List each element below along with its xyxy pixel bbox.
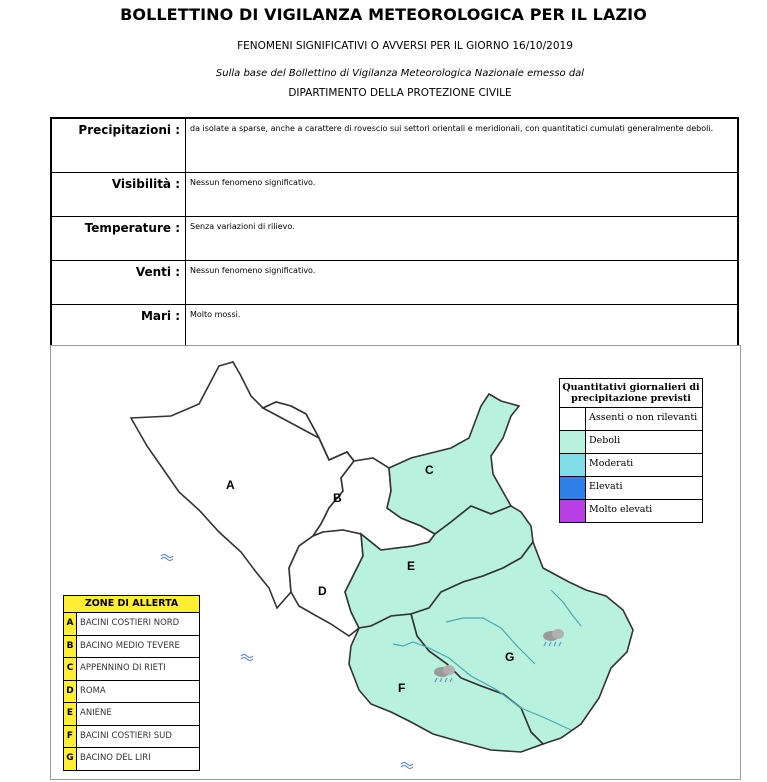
phenomena-row-precipitazioni: [51, 118, 738, 173]
zone-row: [64, 636, 199, 659]
zone-label-g: G: [505, 650, 515, 664]
legend-item: [560, 430, 702, 453]
legend-item: [560, 453, 702, 476]
legend-swatch: [560, 431, 586, 453]
phenomena-label: Mari :: [51, 305, 186, 350]
wave-icon: [401, 763, 413, 769]
precipitation-legend: [559, 378, 703, 523]
zone-name: ROMA: [80, 685, 106, 696]
zone-row: [64, 726, 199, 749]
zone-name: BACINI COSTIERI SUD: [80, 730, 172, 741]
alert-zones-table: [63, 595, 200, 771]
legend-swatch: [560, 500, 586, 522]
zone-label-b: B: [333, 491, 342, 505]
phenomena-row-mari: [51, 305, 738, 350]
phenomena-label: Temperature :: [51, 217, 186, 261]
zone-label-a: A: [226, 478, 235, 492]
zone-row: [64, 681, 199, 704]
legend-item: [560, 499, 702, 522]
legend-item: [560, 476, 702, 499]
zone-name: ANIENE: [80, 708, 112, 718]
zone-letter: G: [64, 748, 77, 770]
legend-label: Elevati: [589, 481, 623, 492]
phenomena-row-visibilita: [51, 173, 738, 217]
wave-icon: [161, 555, 173, 561]
bulletin-subtitle: FENOMENI SIGNIFICATIVI O AVVERSI PER IL GIORNO 16/10/2019: [237, 40, 573, 52]
zone-name: APPENNINO DI RIETI: [80, 663, 166, 673]
zone-label-e: E: [407, 559, 416, 573]
phenomena-table: [50, 117, 739, 350]
phenomena-text: Nessun fenomeno significativo.: [186, 261, 739, 305]
zone-row: [64, 658, 199, 681]
zone-letter: F: [64, 726, 77, 748]
zones-title: ZONE DI ALLERTA: [64, 596, 199, 613]
zone-row: [64, 613, 199, 636]
zone-letter: D: [64, 681, 77, 703]
zone-row: [64, 748, 199, 770]
phenomena-text: Nessun fenomeno significativo.: [186, 173, 739, 217]
zone-letter: A: [64, 613, 77, 635]
legend-item: [560, 407, 702, 430]
phenomena-text: Senza variazioni di rilievo.: [186, 217, 739, 261]
zone-row: [64, 703, 199, 726]
legend-label: Assenti o non rilevanti: [589, 412, 698, 423]
legend-label: Molto elevati: [589, 504, 653, 515]
zone-name: BACINI COSTIERI NORD: [80, 618, 180, 628]
phenomena-text: Molto mossi.: [186, 305, 739, 350]
legend-swatch: [560, 454, 586, 476]
zone-name: BACINO DEL LIRI: [80, 753, 151, 763]
legend-label: Deboli: [589, 435, 621, 446]
zone-label-c: C: [425, 463, 434, 477]
zone-name: BACINO MEDIO TEVERE: [80, 640, 180, 651]
legend-swatch: [560, 477, 586, 499]
phenomena-row-temperature: [51, 217, 738, 261]
phenomena-row-venti: [51, 261, 738, 305]
legend-title: Quantitativi giornalieri di precipitazione previsti: [562, 382, 700, 404]
zone-letter: E: [64, 703, 77, 725]
bulletin-intro: Sulla base del Bollettino di Vigilanza Meteorologica Nazionale emesso dal: [215, 68, 585, 79]
phenomena-label: Venti :: [51, 261, 186, 305]
phenomena-label: Visibilità :: [51, 173, 186, 217]
wave-icon: [241, 655, 253, 661]
zone-letter: C: [64, 658, 77, 680]
phenomena-text: da isolate a sparse, anche a carattere di rovescio sui settori orientali e meridionali, con quantitatici cumulati generalmente deboli.: [190, 124, 714, 133]
legend-label: Moderati: [589, 458, 634, 469]
bulletin-title: BOLLETTINO DI VIGILANZA METEOROLOGICA PER IL LAZIO: [120, 5, 647, 24]
legend-swatch: [560, 408, 586, 430]
phenomena-label: Precipitazioni :: [51, 118, 186, 173]
zone-label-d: D: [318, 584, 327, 598]
zone-label-f: F: [398, 681, 406, 695]
alert-map: [50, 345, 741, 780]
zone-letter: B: [64, 636, 77, 658]
department-name: DIPARTIMENTO DELLA PROTEZIONE CIVILE: [288, 87, 512, 99]
